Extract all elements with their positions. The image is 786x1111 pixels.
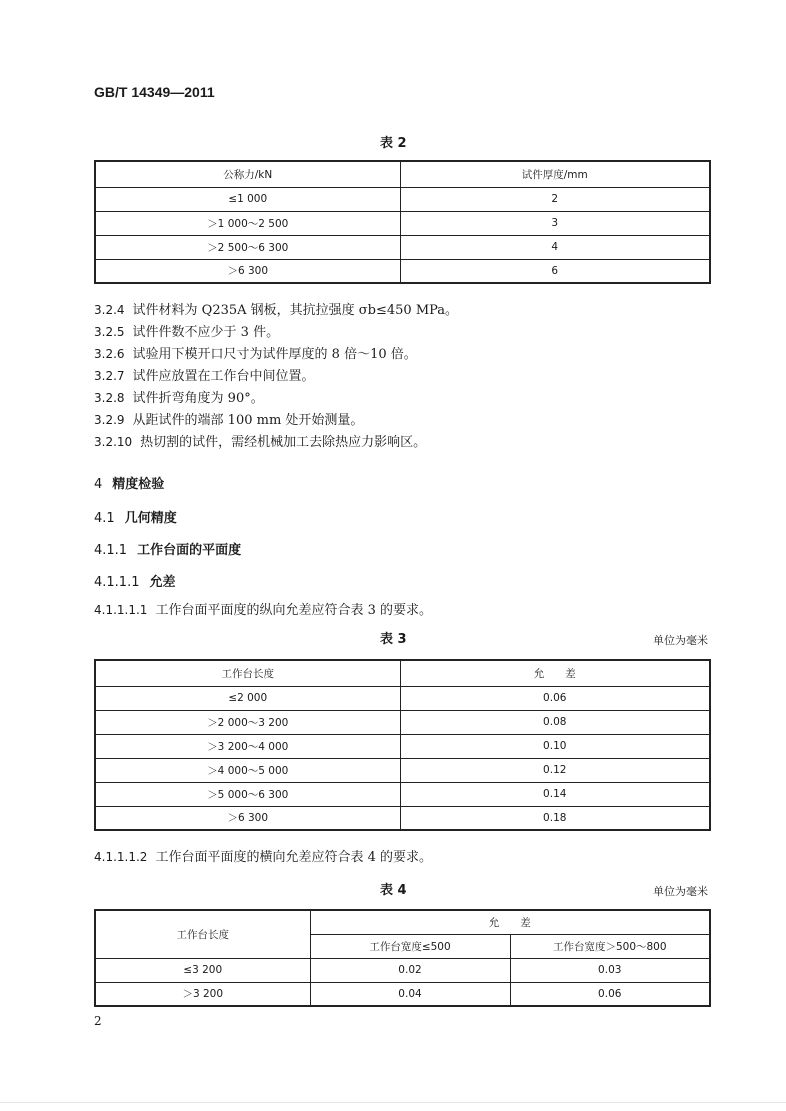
clause-number: 4.1.1.1.1 [94,603,148,617]
clause-text: 试件折弯角度为 90°。 [132,391,264,406]
table-cell: ＞3 200～4 000 [95,734,400,758]
table-cell: 0.06 [510,982,710,1006]
table-row [95,958,710,982]
table-cell: 4 [400,235,710,259]
table-row [95,782,710,806]
section-number: 4.1 [94,511,115,526]
clause-number: 3.2.7 [94,369,125,383]
clause-text: 热切割的试件，需经机械加工去除热应力影响区。 [140,435,427,450]
clause-4-1-1-1-2 [94,846,432,865]
table-cell: 0.04 [310,982,510,1006]
table-row [95,982,710,1006]
table-row [95,187,710,211]
table-header-row [95,910,710,934]
table-cell: 0.18 [400,806,710,830]
table4-caption: 表 4 [380,883,407,898]
section-4-heading [94,473,164,492]
table-header-row [95,660,710,686]
table-header-cell: 允 差 [400,660,710,686]
footer-divider [0,1102,786,1103]
section-title: 工作台面的平面度 [137,543,242,558]
section-4-1-1-heading [94,539,241,558]
clause-text: 工作台面平面度的横向允差应符合表 4 的要求。 [155,850,432,865]
table-header-cell: 工作台长度 [95,660,400,686]
section-title: 几何精度 [124,511,177,526]
table2 [94,160,711,284]
table-cell: ＞3 200 [95,982,310,1006]
table-row [95,259,710,283]
table-row [95,235,710,259]
clause-text: 试件件数不应少于 3 件。 [132,325,280,340]
table-header-cell: 工作台长度 [95,910,310,958]
clause-text: 试验用下模开口尺寸为试件厚度的 8 倍～10 倍。 [132,347,417,362]
table-cell: 2 [400,187,710,211]
section-title: 允差 [149,575,176,590]
table-row [95,686,710,710]
table-cell: 0.06 [400,686,710,710]
table-cell: ＞6 300 [95,806,400,830]
section-number: 4.1.1 [94,543,128,558]
table-cell: 0.14 [400,782,710,806]
table-row [95,710,710,734]
clause-3-2-8 [94,387,264,406]
page-number: 2 [94,1014,102,1028]
clause-number: 3.2.9 [94,413,125,427]
table-header-cell: 试件厚度/mm [400,161,710,187]
clause-number: 3.2.4 [94,303,125,317]
clause-number: 3.2.10 [94,435,133,449]
section-4-1-1-1-heading [94,571,176,590]
table-cell: ＞2 500～6 300 [95,235,400,259]
table3 [94,659,711,831]
table-cell: ＞4 000～5 000 [95,758,400,782]
table-cell: ＞6 300 [95,259,400,283]
table-subheader-cell: 工作台宽度＞500～800 [510,934,710,958]
table-cell: 0.03 [510,958,710,982]
table-cell: 0.08 [400,710,710,734]
clause-3-2-5 [94,321,279,340]
section-title: 精度检验 [112,477,165,492]
table-cell: ＞2 000～3 200 [95,710,400,734]
clause-number: 3.2.5 [94,325,125,339]
table-cell: 0.10 [400,734,710,758]
standard-code: GB/T 14349—2011 [94,84,215,100]
table-row [95,734,710,758]
clause-3-2-4 [94,299,458,318]
clause-number: 3.2.8 [94,391,125,405]
table3-unit: 单位为毫米 [653,634,708,647]
clause-3-2-10 [94,431,426,450]
table-header-cell: 公称力/kN [95,161,400,187]
section-number: 4.1.1.1 [94,575,140,590]
table-cell: 6 [400,259,710,283]
table-cell: ≤3 200 [95,958,310,982]
section-number: 4 [94,477,103,492]
table2-caption: 表 2 [380,136,407,151]
clause-number: 4.1.1.1.2 [94,850,148,864]
section-4-1-heading [94,507,177,526]
clause-3-2-7 [94,365,315,384]
clause-number: 3.2.6 [94,347,125,361]
table-header-group: 允 差 [310,910,710,934]
table-subheader-cell: 工作台宽度≤500 [310,934,510,958]
clause-4-1-1-1-1 [94,599,432,618]
table-cell: 3 [400,211,710,235]
table-cell: ≤2 000 [95,686,400,710]
table-row [95,806,710,830]
table4 [94,909,711,1007]
table4-unit: 单位为毫米 [653,885,708,898]
table-row [95,758,710,782]
table-cell: 0.02 [310,958,510,982]
clause-text: 试件材料为 Q235A 钢板，其抗拉强度 σb≤450 MPa。 [132,303,459,318]
table3-caption: 表 3 [380,632,407,647]
table-cell: ≤1 000 [95,187,400,211]
table-row [95,211,710,235]
clause-text: 试件应放置在工作台中间位置。 [132,369,315,384]
clause-3-2-9 [94,409,363,428]
table-cell: ＞5 000～6 300 [95,782,400,806]
clause-3-2-6 [94,343,417,362]
table-cell: ＞1 000～2 500 [95,211,400,235]
table-header-row [95,161,710,187]
table-cell: 0.12 [400,758,710,782]
clause-text: 工作台面平面度的纵向允差应符合表 3 的要求。 [155,603,432,618]
clause-text: 从距试件的端部 100 mm 处开始测量。 [132,413,364,428]
